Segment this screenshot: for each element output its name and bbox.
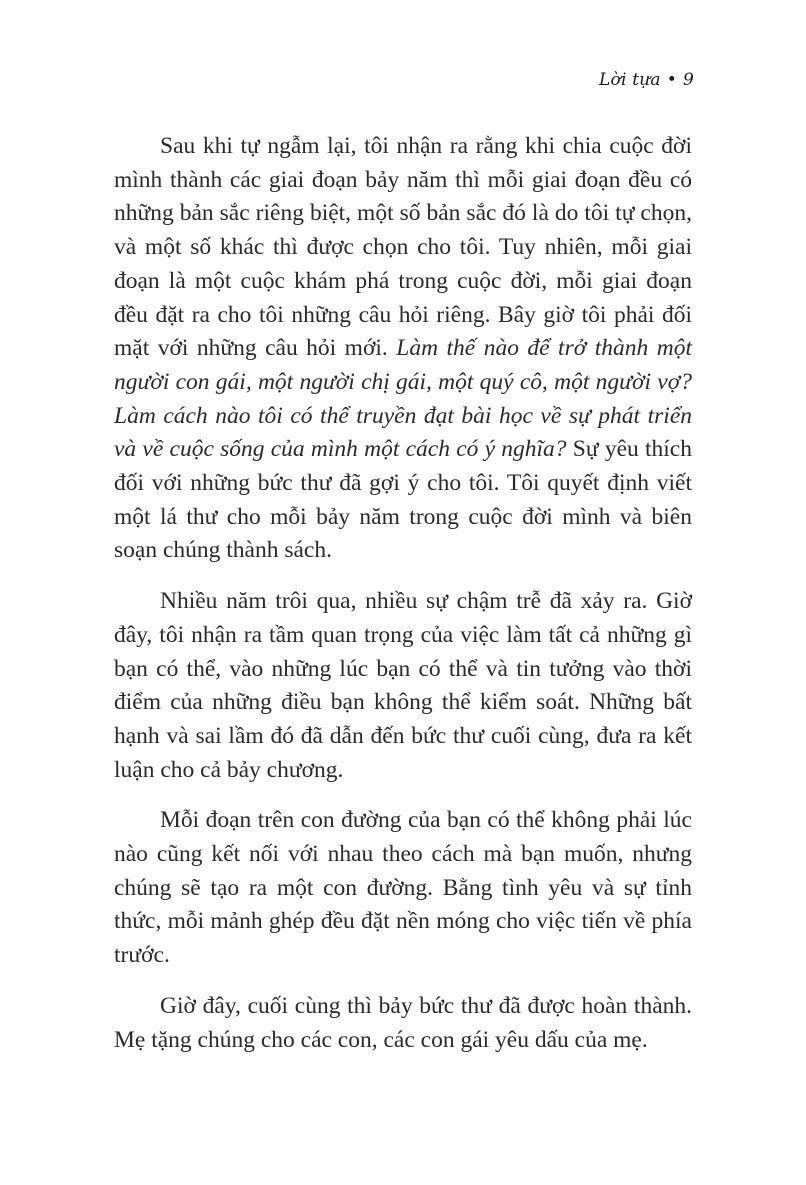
- section-title: Lời tựa: [599, 70, 661, 90]
- page-number: 9: [682, 70, 694, 90]
- paragraph-4: Giờ đây, cuối cùng thì bảy bức thư đã được hoàn thành. Mẹ tặng chúng cho các con, các con gái yêu dấu của mẹ.: [114, 992, 692, 1053]
- body-text: [114, 130, 692, 1074]
- paragraph-1-text-before: Sau khi tự ngẫm lại, tôi nhận ra rằng khi chia cuộc đời mình thành các giai đoạn bảy năm thì mỗi giai đoạn đều có những bản sắc riêng biệt, một số bản sắc đó là do tôi tự chọn, và một số khác thì được chọn cho tôi. Tuy nhiên, mỗi giai đoạn là một cuộc khám phá trong cuộc đời, mỗi giai đoạn đều đặt ra cho tôi những câu hỏi riêng. Bây giờ tôi phải đối mặt với những câu hỏi mới.: [114, 133, 692, 362]
- paragraph-3: Mỗi đoạn trên con đường của bạn có thể không phải lúc nào cũng kết nối với nhau theo cách mà bạn muốn, nhưng chúng sẽ tạo ra một con đường. Bằng tình yêu và sự tỉnh thức, mỗi mảnh ghép đều đặt nền móng cho việc tiến về phía trước.: [114, 807, 692, 969]
- paragraph-1-italic-questions: Làm thế nào để trở thành một người con gái, một người chị gái, một quý cô, một người vợ? Làm cách nào tôi có thể truyền đạt bài học về sự phát triển và về cuộc sống của mình một cách có ý nghĩa?: [114, 335, 692, 463]
- separator-dot: •: [666, 70, 677, 90]
- running-header: [599, 70, 694, 90]
- paragraph-2: Nhiều năm trôi qua, nhiều sự chậm trễ đã xảy ra. Giờ đây, tôi nhận ra tầm quan trọng của việc làm tất cả những gì bạn có thể, vào những lúc bạn có thể và tin tưởng vào thời điểm của những điều bạn không thể kiểm soát. Những bất hạnh và sai lầm đó đã dẫn đến bức thư cuối cùng, đưa ra kết luận cho cả bảy chương.: [114, 588, 692, 783]
- paragraph-1-text-after: Sự yêu thích đối với những bức thư đã gợi ý cho tôi. Tôi quyết định viết một lá thư cho mỗi bảy năm trong cuộc đời mình và biên soạn chúng thành sách.: [114, 436, 692, 564]
- paragraph-1: [114, 130, 692, 568]
